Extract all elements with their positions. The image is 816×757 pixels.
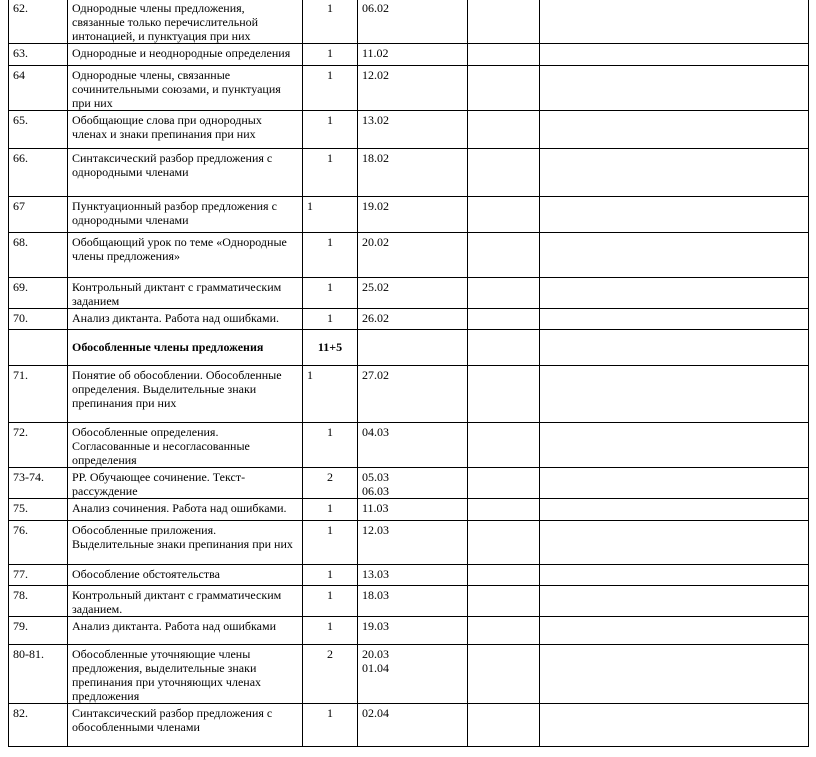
table-row — [9, 111, 809, 149]
empty-cell — [540, 233, 809, 278]
lesson-date: 20.02 — [358, 233, 468, 278]
empty-cell — [540, 330, 809, 366]
lesson-date: 13.03 — [358, 565, 468, 586]
empty-cell — [540, 586, 809, 617]
lesson-number: 80-81. — [9, 645, 68, 704]
lesson-date: 06.03 — [362, 484, 389, 498]
lesson-date: 11.03 — [358, 499, 468, 521]
lesson-number: 63. — [9, 44, 68, 66]
lesson-number: 82. — [9, 704, 68, 747]
lesson-date: 19.03 — [358, 617, 468, 645]
lesson-hours: 1 — [303, 233, 358, 278]
empty-cell — [468, 309, 540, 330]
lesson-number: 72. — [9, 423, 68, 468]
empty-cell — [540, 111, 809, 149]
lesson-hours: 1 — [303, 565, 358, 586]
lesson-plan-table — [8, 0, 809, 747]
lesson-hours: 1 — [303, 66, 358, 111]
lesson-topic: Обособленные уточняющие члены предложения, выделительные знаки препинания при уточняющих членах предложения — [68, 645, 303, 704]
lesson-date: 12.03 — [358, 521, 468, 565]
lesson-topic: Обособленные определения. Согласованные и несогласованные определения — [68, 423, 303, 468]
table-row — [9, 66, 809, 111]
empty-cell — [468, 423, 540, 468]
lesson-hours: 1 — [303, 366, 358, 423]
lesson-topic: Анализ сочинения. Работа над ошибками. — [68, 499, 303, 521]
table-row — [9, 499, 809, 521]
lesson-number: 77. — [9, 565, 68, 586]
lesson-hours: 1 — [303, 617, 358, 645]
empty-cell — [540, 645, 809, 704]
lesson-date: 18.03 — [358, 586, 468, 617]
empty-cell — [540, 0, 809, 44]
table-row — [9, 233, 809, 278]
empty-cell — [468, 278, 540, 309]
lesson-number — [9, 330, 68, 366]
lesson-topic: Обособление обстоятельства — [68, 565, 303, 586]
lesson-hours: 1 — [303, 278, 358, 309]
lesson-number: 70. — [9, 309, 68, 330]
lesson-topic: РР. Обучающее сочинение. Текст-рассуждение — [68, 468, 303, 499]
empty-cell — [540, 423, 809, 468]
lesson-hours: 1 — [303, 197, 358, 233]
lesson-topic: Однородные члены, связанные сочинительными союзами, и пунктуация при них — [68, 66, 303, 111]
empty-cell — [540, 617, 809, 645]
lesson-date: 20.03 — [362, 647, 389, 661]
lesson-date: 25.02 — [358, 278, 468, 309]
lesson-topic: Контрольный диктант с грамматическим заданием — [68, 278, 303, 309]
table-row — [9, 423, 809, 468]
lesson-topic: Обобщающий урок по теме «Однородные члены предложения» — [68, 233, 303, 278]
lesson-hours: 1 — [303, 309, 358, 330]
empty-cell — [468, 330, 540, 366]
lesson-number: 71. — [9, 366, 68, 423]
table-row — [9, 565, 809, 586]
lesson-topic: Понятие об обособлении. Обособленные определения. Выделительные знаки препинания при них — [68, 366, 303, 423]
empty-cell — [468, 586, 540, 617]
table-row — [9, 586, 809, 617]
lesson-hours: 2 — [303, 468, 358, 499]
lesson-hours: 1 — [303, 499, 358, 521]
lesson-number: 69. — [9, 278, 68, 309]
lesson-date: 05.03 — [362, 470, 389, 484]
empty-cell — [358, 330, 468, 366]
lesson-number: 64 — [9, 66, 68, 111]
lesson-date: 18.02 — [358, 149, 468, 197]
lesson-date: 12.02 — [358, 66, 468, 111]
table-row — [9, 617, 809, 645]
table-row — [9, 149, 809, 197]
empty-cell — [468, 645, 540, 704]
lesson-number: 68. — [9, 233, 68, 278]
lesson-number: 67 — [9, 197, 68, 233]
empty-cell — [468, 617, 540, 645]
empty-cell — [540, 197, 809, 233]
lesson-date: 13.02 — [358, 111, 468, 149]
lesson-topic: Анализ диктанта. Работа над ошибками. — [68, 309, 303, 330]
lesson-date: 06.02 — [358, 0, 468, 44]
table-row — [9, 645, 809, 704]
lesson-number: 76. — [9, 521, 68, 565]
lesson-dates — [358, 468, 468, 499]
table-row — [9, 44, 809, 66]
empty-cell — [540, 66, 809, 111]
lesson-date: 02.04 — [358, 704, 468, 747]
empty-cell — [540, 499, 809, 521]
empty-cell — [540, 521, 809, 565]
lesson-hours: 1 — [303, 704, 358, 747]
lesson-number: 78. — [9, 586, 68, 617]
lesson-hours: 1 — [303, 111, 358, 149]
lesson-date: 01.04 — [362, 661, 389, 675]
lesson-hours: 1 — [303, 149, 358, 197]
table-row — [9, 197, 809, 233]
empty-cell — [468, 0, 540, 44]
table-row — [9, 0, 809, 44]
lesson-date: 26.02 — [358, 309, 468, 330]
lesson-number: 62. — [9, 0, 68, 44]
empty-cell — [468, 149, 540, 197]
lesson-date: 11.02 — [358, 44, 468, 66]
empty-cell — [468, 44, 540, 66]
empty-cell — [468, 499, 540, 521]
empty-cell — [540, 149, 809, 197]
lesson-topic: Однородные и неоднородные определения — [68, 44, 303, 66]
table-row — [9, 704, 809, 747]
lesson-hours: 1 — [303, 423, 358, 468]
lesson-date: 04.03 — [358, 423, 468, 468]
lesson-topic: Синтаксический разбор предложения с обособленными членами — [68, 704, 303, 747]
empty-cell — [468, 366, 540, 423]
lesson-number: 66. — [9, 149, 68, 197]
empty-cell — [468, 233, 540, 278]
lesson-number: 65. — [9, 111, 68, 149]
lesson-topic: Однородные члены предложения, связанные только перечислительной интонацией, и пунктуация при них — [68, 0, 303, 44]
lesson-topic: Обособленные приложения. Выделительные знаки препинания при них — [68, 521, 303, 565]
table-row — [9, 309, 809, 330]
empty-cell — [468, 565, 540, 586]
section-header-row — [9, 330, 809, 366]
lesson-date: 27.02 — [358, 366, 468, 423]
empty-cell — [468, 197, 540, 233]
empty-cell — [468, 66, 540, 111]
empty-cell — [540, 565, 809, 586]
lesson-number: 73-74. — [9, 468, 68, 499]
lesson-topic: Анализ диктанта. Работа над ошибками — [68, 617, 303, 645]
lesson-hours: 2 — [303, 645, 358, 704]
lesson-date: 19.02 — [358, 197, 468, 233]
empty-cell — [468, 111, 540, 149]
lesson-hours: 1 — [303, 521, 358, 565]
lesson-topic: Синтаксический разбор предложения с однородными членами — [68, 149, 303, 197]
section-title: Обособленные члены предложения — [68, 330, 303, 366]
empty-cell — [468, 704, 540, 747]
lesson-hours: 1 — [303, 44, 358, 66]
empty-cell — [468, 521, 540, 565]
empty-cell — [540, 366, 809, 423]
table-row — [9, 521, 809, 565]
lesson-number: 75. — [9, 499, 68, 521]
lesson-topic: Обобщающие слова при однородных членах и знаки препинания при них — [68, 111, 303, 149]
table-row — [9, 366, 809, 423]
empty-cell — [540, 44, 809, 66]
table-row — [9, 468, 809, 499]
empty-cell — [468, 468, 540, 499]
lesson-dates — [358, 645, 468, 704]
lesson-topic: Контрольный диктант с грамматическим заданием. — [68, 586, 303, 617]
lesson-topic: Пунктуационный разбор предложения с однородными членами — [68, 197, 303, 233]
lesson-hours: 1 — [303, 586, 358, 617]
empty-cell — [540, 309, 809, 330]
empty-cell — [540, 468, 809, 499]
lesson-hours: 1 — [303, 0, 358, 44]
lesson-number: 79. — [9, 617, 68, 645]
table-row — [9, 278, 809, 309]
section-hours: 11+5 — [303, 330, 358, 366]
empty-cell — [540, 278, 809, 309]
empty-cell — [540, 704, 809, 747]
